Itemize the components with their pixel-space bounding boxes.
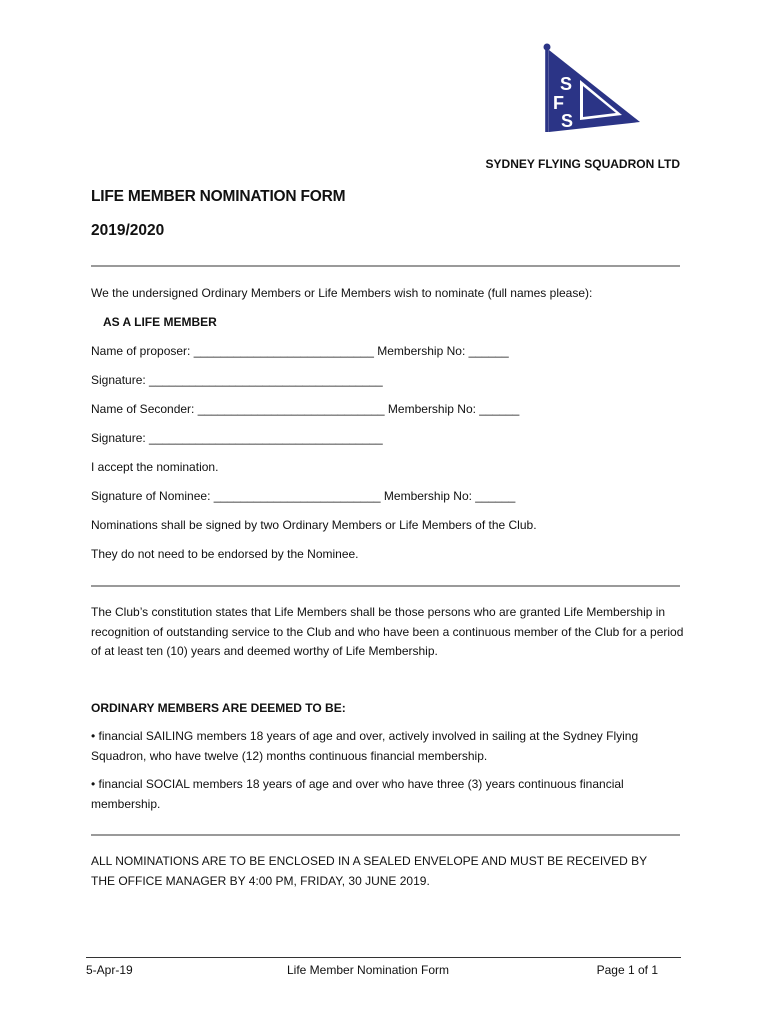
sailing-members-item: • financial SAILING members 18 years of age and over, actively involved in sailing at the Sydney Flying Squadron, who have twelve (12) months continuous financial membership. (91, 729, 639, 763)
footer-page-number: Page 1 of 1 (596, 963, 658, 977)
proposer-signature-field: Signature: ___________________________________ (91, 373, 383, 387)
accept-statement: I accept the nomination. (91, 460, 219, 474)
form-title: LIFE MEMBER NOMINATION FORM (91, 188, 346, 205)
footer-document-name: Life Member Nomination Form (287, 963, 450, 977)
ordinary-members-heading: ORDINARY MEMBERS ARE DEEMED TO BE: (91, 701, 346, 715)
divider (91, 265, 680, 267)
sfs-burgee-logo (536, 42, 646, 132)
svg-text:S: S (560, 74, 573, 94)
footer-divider (86, 957, 681, 958)
constitution-paragraph: The Club’s constitution states that Life Members shall be those persons who are granted Life Membership in recognition of outstanding service to the Club and who have been a continuous member of the Club for a period of at least ten (10) years and deemed worthy of Life Membership. (91, 605, 684, 658)
deadline-notice: ALL NOMINATIONS ARE TO BE ENCLOSED IN A SEALED ENVELOPE AND MUST BE RECEIVED BY THE OFFICE MANAGER BY 4:00 PM, FRIDAY, 30 JUNE 2019. (91, 854, 647, 888)
intro-text: We the undersigned Ordinary Members or Life Members wish to nominate (full names please): (91, 286, 593, 300)
form-year: 2019/2020 (91, 222, 165, 239)
divider (91, 585, 680, 587)
svg-text:S: S (561, 111, 574, 131)
footer-date: 5-Apr-19 (86, 963, 133, 977)
social-members-item: • financial SOCIAL members 18 years of age and over who have three (3) years continuous financial membership. (91, 777, 624, 811)
proposer-field: Name of proposer: ___________________________ Membership No: ______ (91, 344, 509, 358)
nominee-signature-field: Signature of Nominee: _________________________ Membership No: ______ (91, 489, 516, 503)
svg-text:F: F (553, 93, 564, 113)
seconder-signature-field: Signature: ___________________________________ (91, 431, 383, 445)
seconder-field: Name of Seconder: ____________________________ Membership No: ______ (91, 402, 520, 416)
subheading: AS A LIFE MEMBER (103, 315, 217, 329)
endorsement-note: They do not need to be endorsed by the Nominee. (91, 547, 359, 561)
divider (91, 834, 680, 836)
organisation-name: SYDNEY FLYING SQUADRON LTD (485, 157, 680, 171)
nomination-note: Nominations shall be signed by two Ordinary Members or Life Members of the Club. (91, 518, 537, 532)
